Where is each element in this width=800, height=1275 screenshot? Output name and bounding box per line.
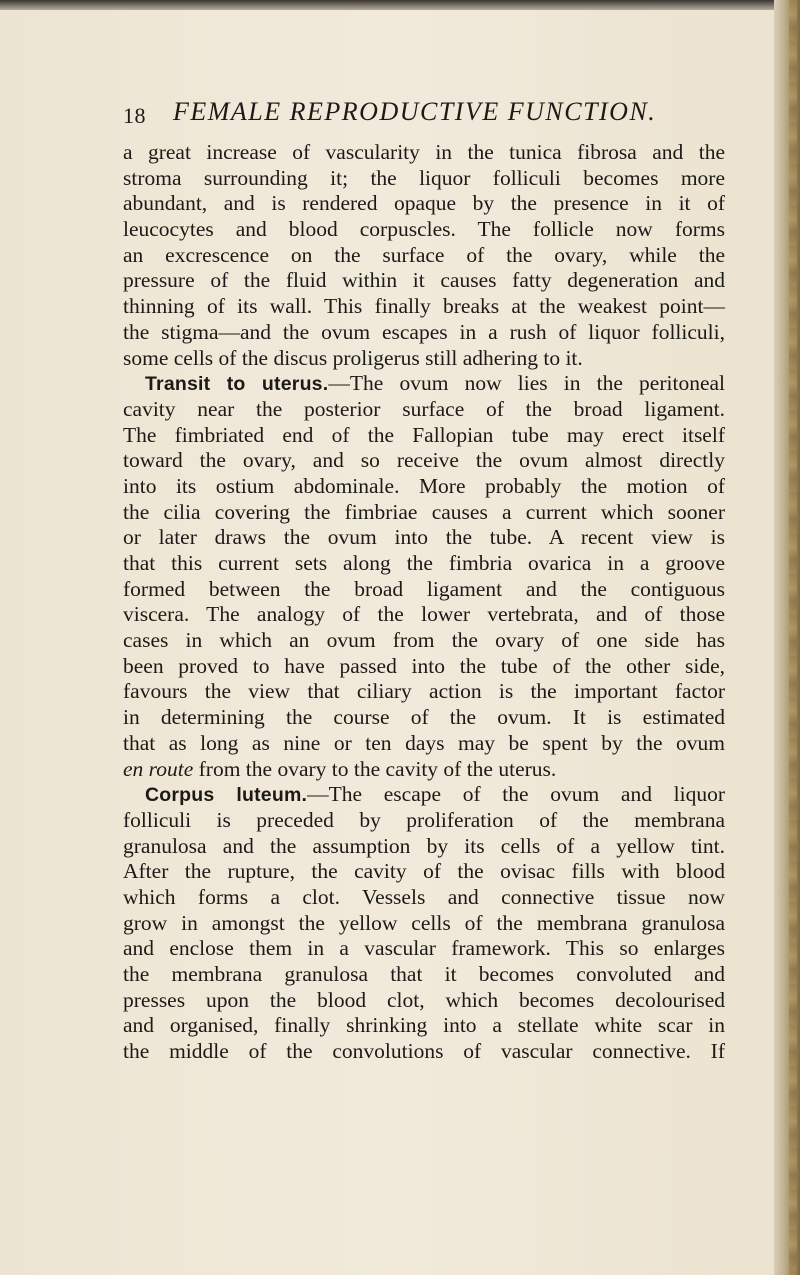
text-line-rest: —The ovum now lies in the peritoneal [328,371,726,396]
text-line-rest: —The escape of the ovum and liquor [307,782,725,807]
text-line [123,371,725,397]
running-title: FEMALE REPRODUCTIVE FUNCTION. [173,97,657,126]
text-line: The fimbriated end of the Fallopian tube may erect itself [123,422,725,447]
text-line: pressure of the fluid within it causes fatty degeneration and [123,268,725,293]
text-line: toward the ovary, and so receive the ovum almost directly [123,448,725,473]
text-line: the cilia covering the fimbriae causes a current which sooner [123,499,725,524]
text-line: and organised, finally shrinking into a stellate white scar in [123,1013,725,1038]
section-heading-corpus-luteum: Corpus luteum. [145,784,308,807]
paragraph-ovulation [123,140,725,371]
text-line: the middle of the convolutions of vascular connective. If [123,1039,725,1064]
text-line [123,757,725,783]
text-line: cavity near the posterior surface of the broad ligament. [123,396,725,421]
text-line: a great increase of vascularity in the tunica fibrosa and the [123,140,725,164]
paragraph-transit-to-uterus [123,371,725,782]
text-line: that this current sets along the fimbria ovarica in a groove [123,551,725,575]
page-top-shadow [0,0,800,10]
text-line [123,782,725,808]
text-line: an excrescence on the surface of the ovary, while the [123,242,725,267]
text-line: viscera. The analogy of the lower vertebrata, and of those [123,602,725,627]
text-line: granulosa and the assumption by its cells of a yellow tint. [123,833,725,858]
text-line: that as long as nine or ten days may be spent by the ovum [123,730,725,755]
text-line: leucocytes and blood corpuscles. The follicle now forms [123,217,725,242]
text-line: thinning of its wall. This finally breaks at the weakest point— [123,294,725,319]
text-line: or later draws the ovum into the tube. A recent view is [123,525,725,550]
text-line: After the rupture, the cavity of the ovisac fills with blood [123,859,725,884]
text-line: which forms a clot. Vessels and connective tissue now [123,884,725,909]
body-text [123,140,725,1065]
text-line: formed between the broad ligament and the contiguous [123,576,725,601]
text-line: and enclose them in a vascular framework. This so enlarges [123,936,725,961]
text-line: in determining the course of the ovum. It is estimated [123,705,725,730]
text-line-rest: from the ovary to the cavity of the uterus. [193,756,557,781]
section-heading-transit: Transit to uterus. [145,373,329,396]
text-line: presses upon the blood clot, which becomes decolourised [123,987,725,1012]
text-line: the membrana granulosa that it becomes convoluted and [123,962,725,986]
text-line: grow in amongst the yellow cells of the membrana granulosa [123,910,725,935]
page-number: 18 [123,103,146,128]
running-header [123,97,723,131]
text-line: favours the view that ciliary action is the important factor [123,679,725,704]
fore-edge-stain [789,0,797,1275]
text-line: folliculi is preceded by proliferation of the membrana [123,807,725,832]
text-line: cases in which an ovum from the ovary of one side has [123,628,725,653]
italic-phrase: en route [123,756,194,781]
text-line: abundant, and is rendered opaque by the presence in it of [123,191,725,216]
paragraph-corpus-luteum [123,782,725,1065]
text-line: some cells of the discus proligerus still adhering to it. [123,345,583,370]
text-line: been proved to have passed into the tube of the other side, [123,653,725,678]
text-line: stroma surrounding it; the liquor folliculi becomes more [123,165,725,190]
text-line: into its ostium abdominale. More probably the motion of [123,473,725,498]
page-fore-edge [774,0,800,1275]
text-line: the stigma—and the ovum escapes in a rush of liquor folliculi, [123,319,725,344]
